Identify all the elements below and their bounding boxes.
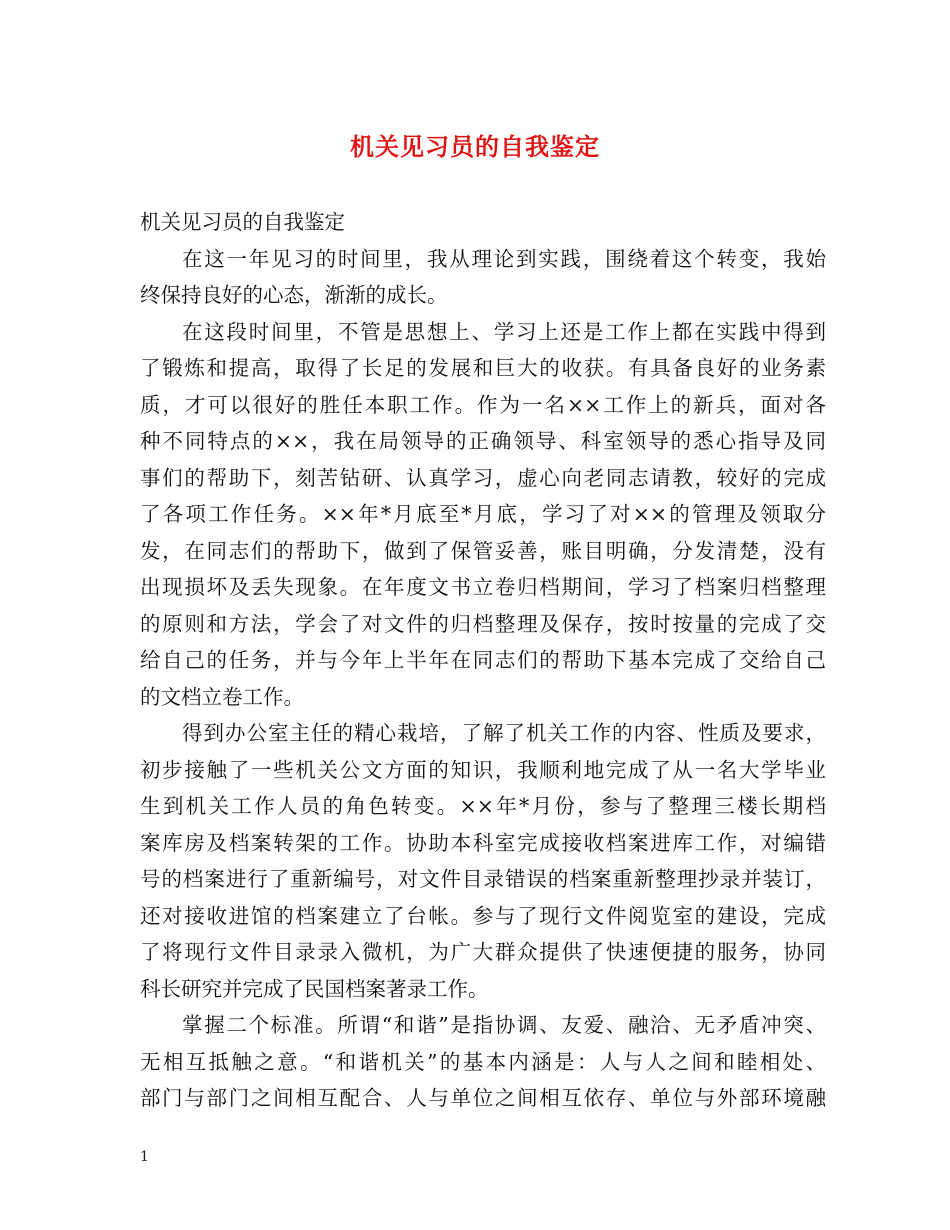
text-line: 质，才可以很好的胜任本职工作。作为一名××工作上的新兵，面对各 xyxy=(140,392,826,417)
text-line: 无相互抵触之意。“和谐机关”的基本内涵是：人与人之间和睦相处、 xyxy=(140,1049,826,1074)
text-line: 了锻炼和提高，取得了长足的发展和巨大的收获。有具备良好的业务素 xyxy=(140,356,826,380)
text-line: 种不同特点的××，我在局领导的正确领导、科室领导的悉心指导及同 xyxy=(140,429,826,453)
text-line: 掌握二个标准。所谓“和谐”是指协调、友爱、融洽、无矛盾冲突、 xyxy=(182,1013,826,1037)
text-line: 案库房及档案转架的工作。协助本科室完成接收档案进库工作，对编错 xyxy=(140,830,826,855)
text-line: 初步接触了一些机关公文方面的知识，我顺利地完成了从一名大学毕业 xyxy=(140,757,826,782)
text-line: 在这一年见习的时间里，我从理论到实践，围绕着这个转变，我始 xyxy=(182,246,826,271)
text-line: 号的档案进行了重新编号，对文件目录错误的档案重新整理抄录并装订， xyxy=(140,867,826,891)
text-line: 生到机关工作人员的角色转变。××年*月份，参与了整理三楼长期档 xyxy=(140,794,826,818)
text-line: 终保持良好的心态，渐渐的成长。 xyxy=(140,283,448,307)
document-title: 机关见习员的自我鉴定 xyxy=(350,132,600,161)
text-line: 发，在同志们的帮助下，做到了保管妥善，账目明确，分发清楚，没有 xyxy=(140,538,826,563)
text-line: 给自己的任务，并与今年上半年在同志们的帮助下基本完成了交给自己 xyxy=(140,648,826,672)
document-body xyxy=(140,204,826,1117)
page-number: 1 xyxy=(140,1149,149,1165)
text-line: 机关见习员的自我鉴定 xyxy=(140,210,345,234)
text-line: 了将现行文件目录录入微机，为广大群众提供了快速便捷的服务，协同 xyxy=(140,940,826,964)
text-line: 出现损坏及丢失现象。在年度文书立卷归档期间，学习了档案归档整理 xyxy=(140,575,826,599)
text-line: 了各项工作任务。××年*月底至*月底，学习了对××的管理及领取分 xyxy=(140,502,826,526)
text-line: 事们的帮助下，刻苦钻研、认真学习，虚心向老同志请教，较好的完成 xyxy=(140,465,826,490)
text-line: 还对接收进馆的档案建立了台帐。参与了现行文件阅览室的建设，完成 xyxy=(140,903,826,928)
text-line: 在这段时间里，不管是思想上、学习上还是工作上都在实践中得到 xyxy=(182,319,826,344)
text-line: 的原则和方法，学会了对文件的归档整理及保存，按时按量的完成了交 xyxy=(140,611,826,636)
text-line: 得到办公室主任的精心栽培，了解了机关工作的内容、性质及要求， xyxy=(182,721,826,745)
text-line: 的文档立卷工作。 xyxy=(140,684,304,709)
text-line: 科长研究并完成了民国档案著录工作。 xyxy=(140,976,489,1001)
text-line: 部门与部门之间相互配合、人与单位之间相互依存、单位与外部环境融 xyxy=(140,1086,826,1110)
